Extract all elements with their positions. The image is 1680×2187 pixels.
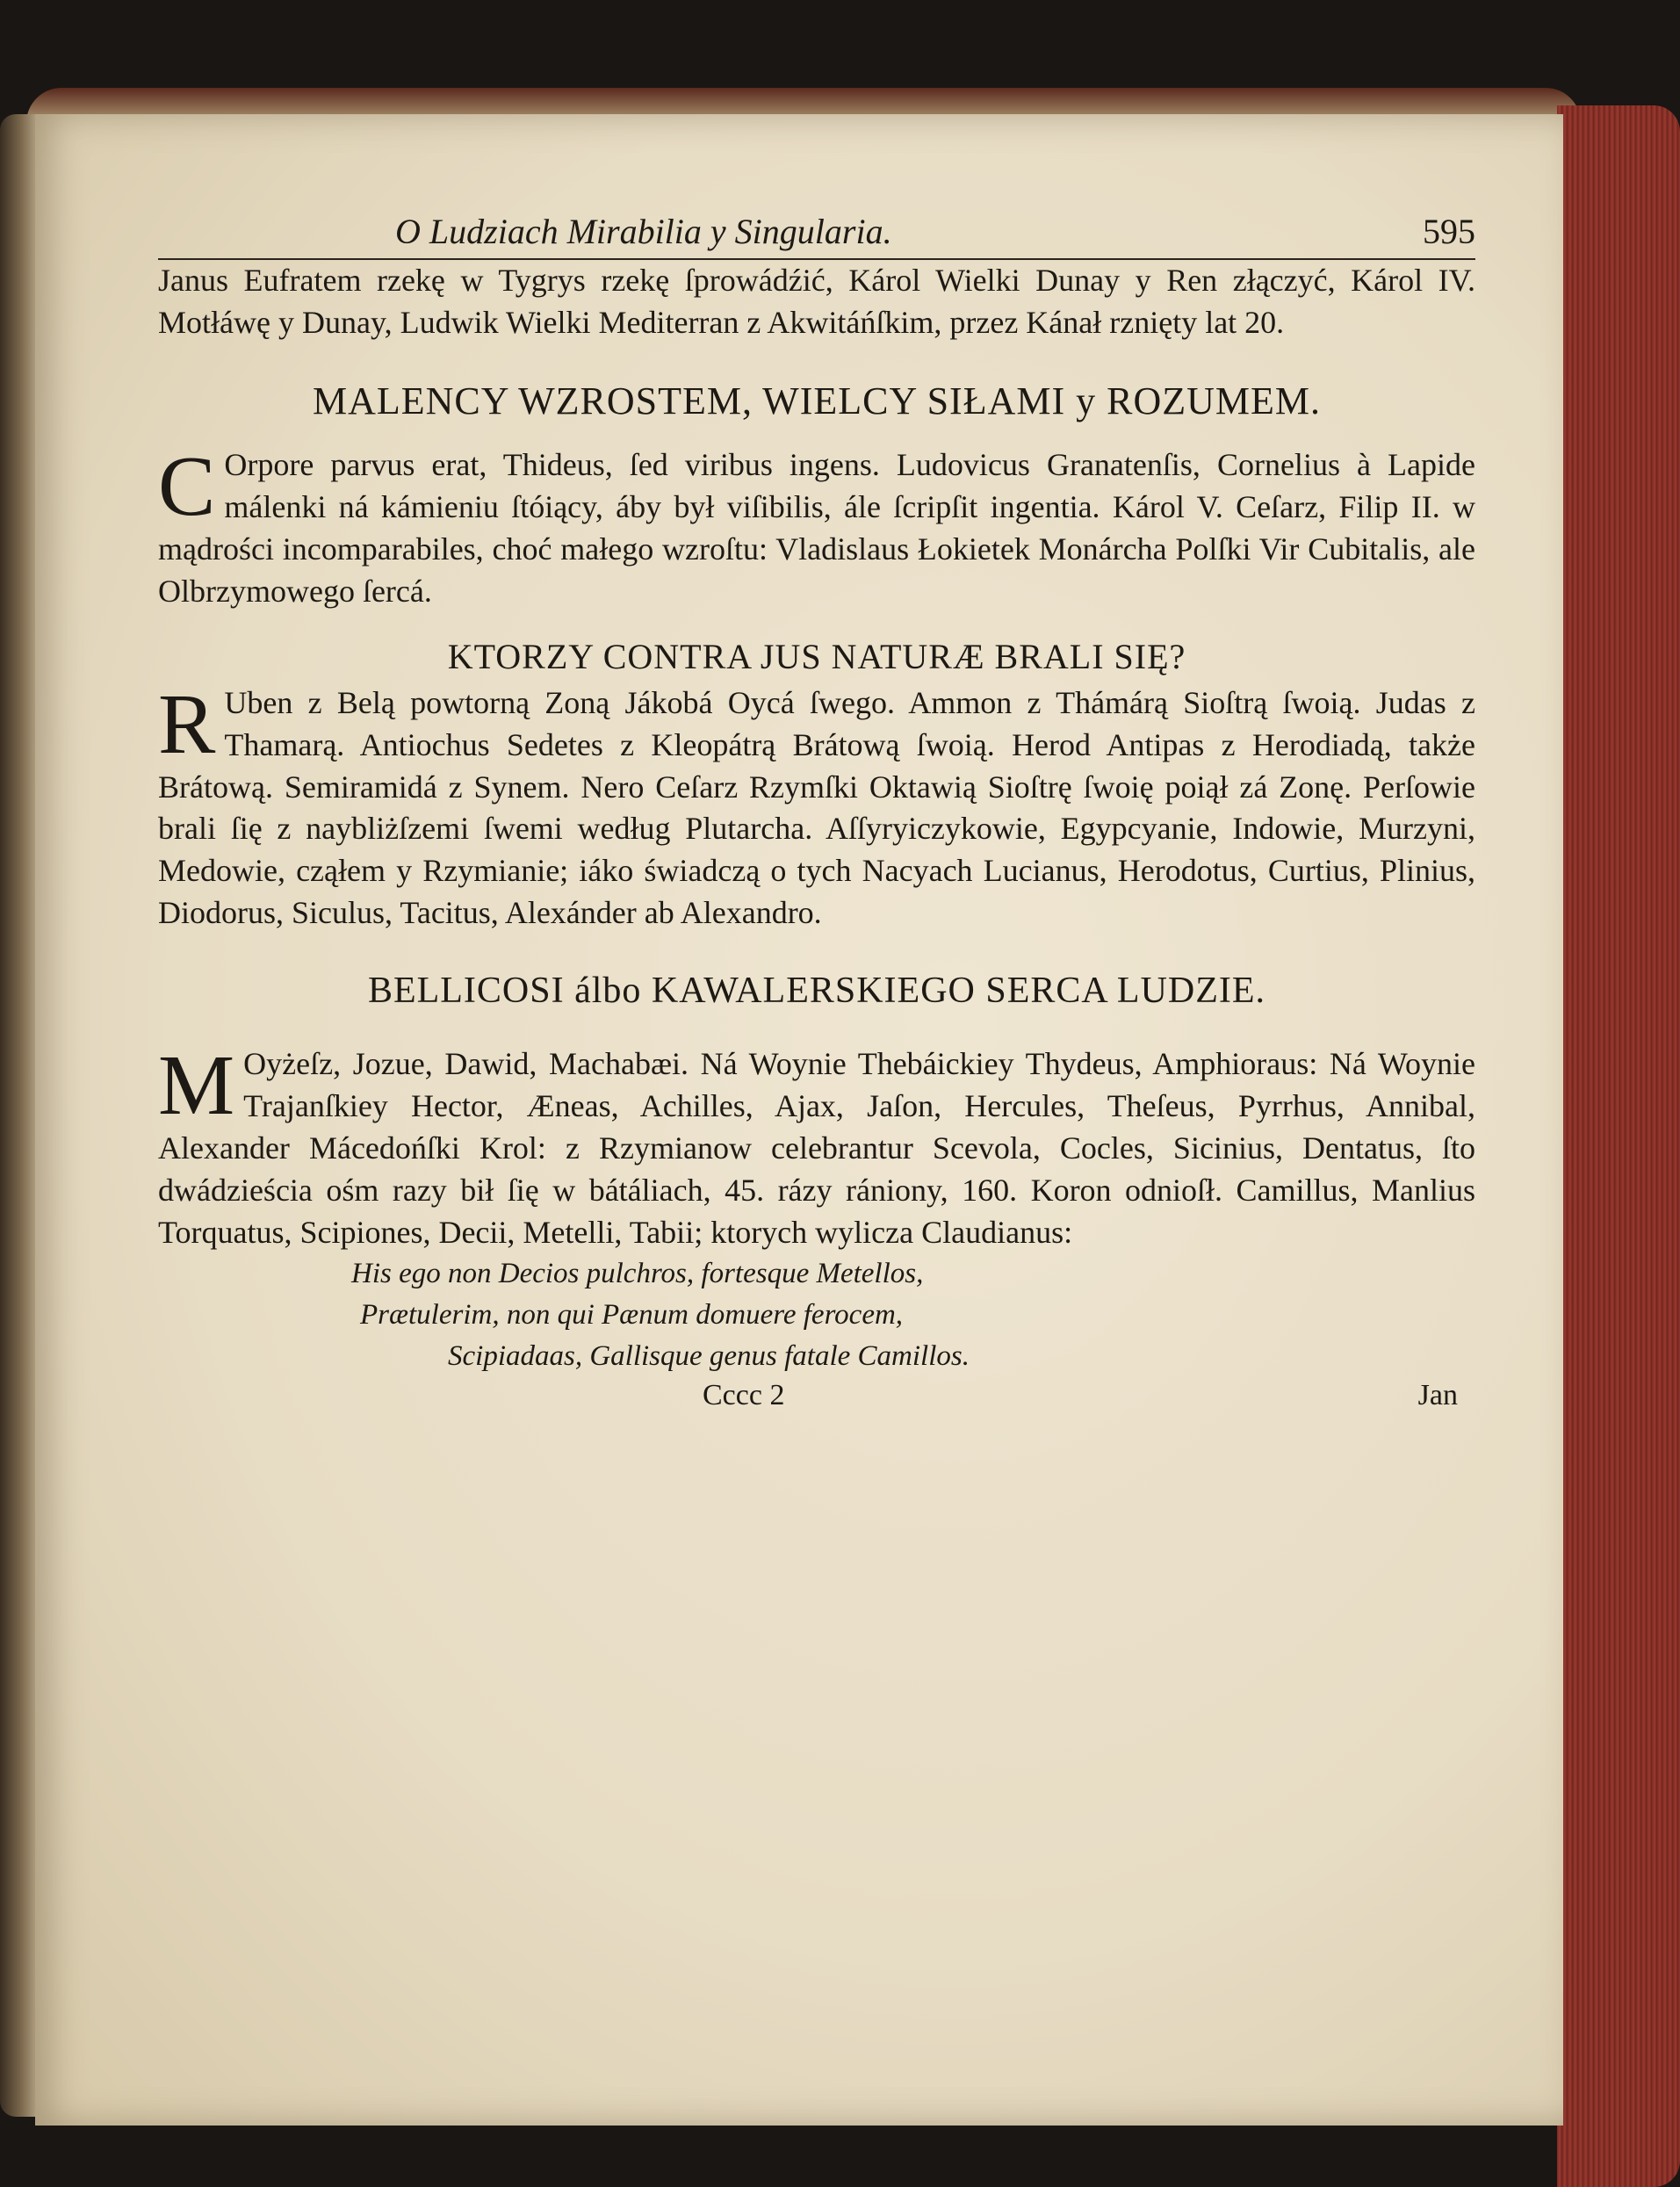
verse-quote bbox=[351, 1253, 1475, 1377]
section-1-text: Orpore parvus erat, Thideus, ſed viribus ingens. Ludovicus Granatenſis, Cornelius à Lapide málenki ná kámieniu ſtóiący, áby był viſibilis, ále ſcripſit ingentia. Károl V. Ceſarz, Filip II. w mądrości incomparabiles, choć małego wzroſtu: Vladislaus Łokietek Monárcha Polſki Vir Cubitalis, ale Olbrzymowego ſercá. bbox=[158, 447, 1475, 609]
running-head-title: O Ludziach Mirabilia y Singularia. bbox=[395, 212, 892, 251]
section-2-text: Uben z Belą powtorną Zoną Jákobá Oycá ſwego. Ammon z Thámárą Sioſtrą ſwoią. Judas z Thamarą. Antiochus Sedetes z Kleopátrą Brátową ſwoią. Herod Antipas z Herodiadą, także Brátową. Semiramidá z Synem. Nero Ceſarz Rzymſki Oktawią Sioſtrę ſwoię poiął zá Zonę. Perſowie brali ſię z naybliżſzemi ſwemi według Plutarcha. Aſſyryiczykowie, Egypcyanie, Indowie, Murzyni, Medowie, cząłem y Rzymianie; iáko świadczą o tych Nacyach Lucianus, Herodotus, Curtius, Plinius, Diodorus, Siculus, Tacitus, Alexánder ab Alexandro. bbox=[158, 684, 1475, 931]
catchword: Jan bbox=[1417, 1379, 1458, 1412]
page-text bbox=[158, 211, 1475, 1423]
page-number: 595 bbox=[1423, 212, 1475, 251]
verse-line-2: Prætulerim, non qui Pænum domuere ferocem, bbox=[360, 1299, 904, 1332]
section-1-body bbox=[158, 439, 1475, 613]
dropcap-c: C bbox=[158, 439, 216, 535]
red-fore-edge bbox=[1557, 105, 1680, 2187]
signature-mark: Cccc 2 bbox=[703, 1379, 785, 1412]
section-2-body bbox=[158, 676, 1475, 935]
dropcap-m: M bbox=[158, 1038, 235, 1134]
section-heading-3: BELLICOSI álbo KAWALERSKIEGO SERCA LUDZIE. bbox=[367, 971, 1266, 1012]
dropcap-r: R bbox=[158, 676, 216, 772]
verse-line-3: Scipiadaas, Gallisque genus fatale Camillos. bbox=[448, 1340, 970, 1373]
page-footer bbox=[158, 1379, 1475, 1423]
section-3-body bbox=[158, 1038, 1475, 1253]
section-heading-2: KTORZY CONTRA JUS NATURÆ BRALI SIĘ? bbox=[447, 636, 1186, 676]
section-heading-1: MALENCY WZROSTEM, WIELCY SIŁAMI y ROZUMEM. bbox=[312, 379, 1322, 422]
section-3-text: Oyżeſz, Jozue, Dawid, Machabæi. Ná Woynie Thebáickiey Thydeus, Amphioraus: Ná Woynie Trajanſkiey Hector, Æneas, Achilles, Ajax, Jaſon, Hercules, Theſeus, Pyrrhus, Annibal, Alexander Mácedońſki Krol: z Rzymianow celebrantur Scevola, Cocles, Sicinius, Dentatus, ſto dwádzieścia ośm razy bił ſię w bátáliach, 45. rázy rániony, 160. Koron odnioſł. Camillus, Manlius Torquatus, Scipiones, Decii, Metelli, Tabii; ktorych wylicza Claudianus: bbox=[158, 1046, 1475, 1250]
verse-line-1: His ego non Decios pulchros, fortesque Metellos, bbox=[351, 1258, 924, 1290]
running-head bbox=[158, 211, 1475, 260]
paragraph-1: Janus Eufratem rzekę w Tygrys rzekę ſprowádźić, Károl Wielki Dunay y Ren złączyć, Károl IV. Motłáwę y Dunay, Ludwik Wielki Mediterran z Akwitáńſkim, przez Kánał rznięty lat 20. bbox=[158, 263, 1475, 340]
